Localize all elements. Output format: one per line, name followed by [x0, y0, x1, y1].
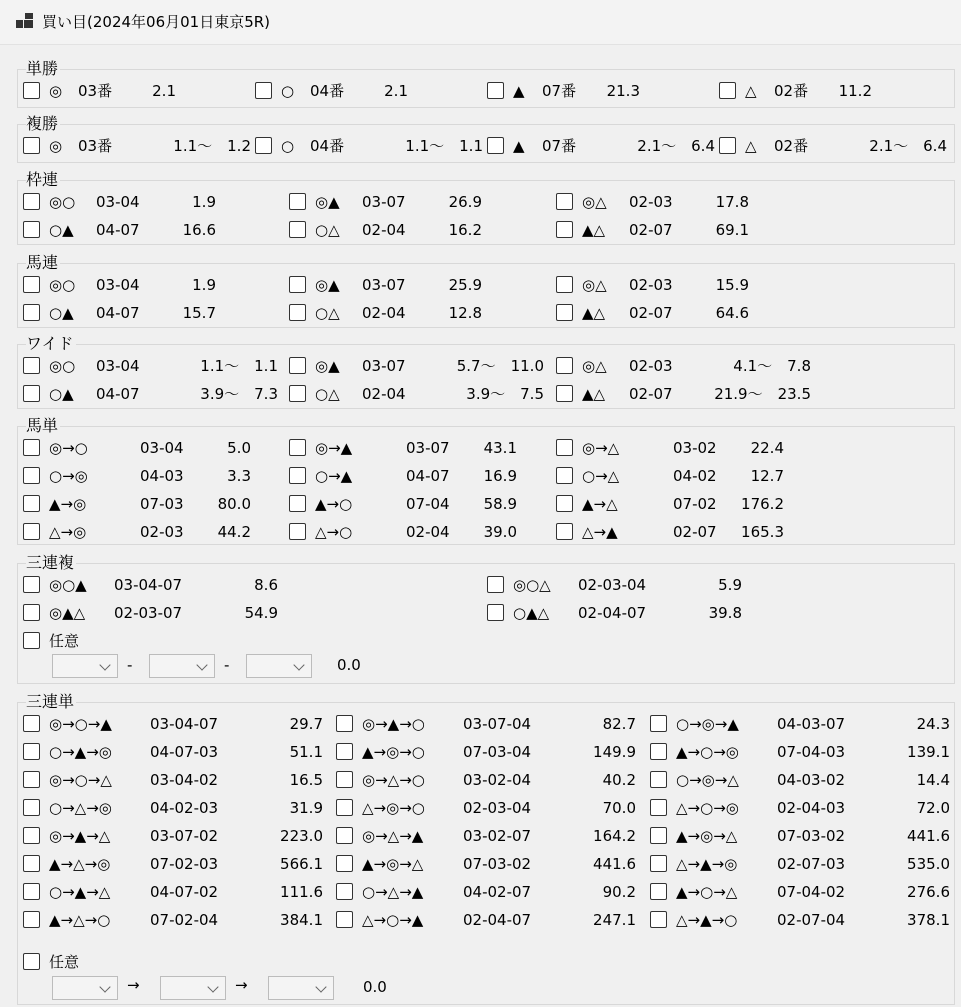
chevron-down-icon — [99, 659, 110, 670]
odds-value: 17.8 — [715, 193, 749, 211]
horse-number: 02-03-04 — [463, 799, 532, 817]
odds-value: 11.2 — [838, 82, 872, 100]
bet-option-sanrenpuku[interactable] — [487, 602, 752, 624]
mark-symbols: △→▲→◎ — [676, 855, 738, 873]
bet-option-sanrentan[interactable] — [336, 909, 646, 931]
odds-value: 16.5 — [289, 771, 323, 789]
bet-option-umatan[interactable] — [23, 493, 261, 515]
mark-symbols: ◎→△→▲ — [362, 827, 424, 845]
chevron-down-icon — [207, 981, 218, 992]
odds-value: 4.1～ 7.8 — [733, 357, 811, 375]
sanrentan-select-1[interactable] — [52, 976, 118, 1000]
bet-option-wide[interactable] — [556, 383, 821, 405]
horse-number: 02-07 — [629, 221, 673, 239]
odds-value: 25.9 — [448, 276, 482, 294]
bet-option-fukusho[interactable] — [255, 135, 493, 157]
mark-symbols: ○→◎→△ — [676, 771, 739, 789]
bet-option-sanrentan[interactable] — [23, 741, 333, 763]
arrow-separator: → — [127, 976, 140, 994]
odds-value: 80.0 — [217, 495, 251, 513]
bet-option-sanrentan[interactable] — [23, 713, 333, 735]
mark-symbols: ○→▲→◎ — [49, 743, 112, 761]
odds-value: 21.3 — [606, 82, 640, 100]
mark-symbols: ○→◎ — [49, 467, 88, 485]
mark-symbols: ○→△→▲ — [362, 883, 424, 901]
group-label-sanrenpuku: 三連複 — [26, 553, 75, 572]
group-label-sanrentan: 三連単 — [26, 692, 75, 711]
mark-symbols: ◎▲ — [315, 276, 340, 294]
horse-number: 04-02-07 — [463, 883, 532, 901]
mark-symbols: ▲ — [513, 137, 525, 155]
mark-symbols: ▲→○→△ — [676, 883, 738, 901]
bet-option-sanrentan[interactable] — [650, 881, 960, 903]
chevron-down-icon — [315, 981, 326, 992]
horse-number: 03-04 — [140, 439, 184, 457]
horse-number: 04-03 — [140, 467, 184, 485]
bet-option-umaren[interactable] — [289, 302, 492, 324]
mark-symbols: ◎▲△ — [49, 604, 86, 622]
mark-symbols: ▲ — [513, 82, 525, 100]
mark-symbols: ◎○ — [49, 193, 76, 211]
horse-number: 07-03 — [140, 495, 184, 513]
horse-number: 03-07-04 — [463, 715, 532, 733]
sanrenpuku-select-3[interactable] — [246, 654, 312, 678]
separator: - — [224, 656, 230, 674]
horse-number: 02-03 — [629, 357, 673, 375]
odds-value: 24.3 — [916, 715, 950, 733]
odds-value: 535.0 — [907, 855, 950, 873]
checkbox[interactable] — [23, 953, 40, 970]
mark-symbols: ▲△ — [582, 221, 606, 239]
mark-symbols: ◎△ — [582, 357, 607, 375]
odds-value: 70.0 — [602, 799, 636, 817]
mark-symbols: ▲→◎→△ — [676, 827, 738, 845]
horse-number: 04-07 — [406, 467, 450, 485]
horse-number: 04-03-07 — [777, 715, 846, 733]
sanrenpuku-custom-odds: 0.0 — [337, 656, 361, 674]
bet-option-wide[interactable] — [289, 355, 554, 377]
bet-option-wakuren[interactable] — [23, 191, 226, 213]
bet-option-umatan[interactable] — [556, 521, 794, 543]
bet-option-sanrentan[interactable] — [650, 853, 960, 875]
odds-value: 3.9～ 7.3 — [200, 385, 278, 403]
odds-value: 176.2 — [741, 495, 784, 513]
bet-option-sanrentan[interactable] — [336, 769, 646, 791]
odds-value: 3.3 — [227, 467, 251, 485]
mark-symbols: ◎→▲ — [315, 439, 353, 457]
horse-number: 02-04 — [406, 523, 450, 541]
bet-option-umatan[interactable] — [289, 465, 527, 487]
sanrenpuku-select-2[interactable] — [149, 654, 215, 678]
odds-value: 3.9～ 7.5 — [466, 385, 544, 403]
mark-symbols: ○▲△ — [513, 604, 550, 622]
horse-number: 07番 — [542, 137, 577, 155]
mark-symbols: ○→◎→▲ — [676, 715, 739, 733]
bet-option-wakuren[interactable] — [556, 219, 759, 241]
mark-symbols: ○ — [281, 82, 295, 100]
mark-symbols: ◎○△ — [513, 576, 551, 594]
horse-number: 03-07 — [362, 193, 406, 211]
bet-option-sanrentan[interactable] — [23, 881, 333, 903]
mark-symbols: ○→△→◎ — [49, 799, 112, 817]
odds-value: 16.6 — [182, 221, 216, 239]
bet-option-wakuren[interactable] — [289, 219, 492, 241]
odds-value: 31.9 — [289, 799, 323, 817]
bet-option-umatan[interactable] — [23, 521, 261, 543]
mark-symbols: △→▲ — [582, 523, 618, 541]
bet-option-sanrentan[interactable] — [336, 853, 646, 875]
mark-symbols: ○▲ — [49, 221, 74, 239]
odds-value: 82.7 — [602, 715, 636, 733]
bet-option-fukusho[interactable] — [719, 135, 957, 157]
mark-symbols: ▲→○→◎ — [676, 743, 739, 761]
odds-value: 72.0 — [916, 799, 950, 817]
odds-value: 64.6 — [715, 304, 749, 322]
sanrentan-select-2[interactable] — [160, 976, 226, 1000]
odds-value: 441.6 — [907, 827, 950, 845]
mark-symbols: △ — [745, 82, 757, 100]
odds-value: 165.3 — [741, 523, 784, 541]
sanrenpuku-custom-option[interactable] — [23, 630, 143, 652]
custom-label: 任意 — [49, 632, 80, 650]
horse-number: 03-02-07 — [463, 827, 532, 845]
bet-option-sanrenpuku[interactable] — [23, 574, 288, 596]
bet-option-umaren[interactable] — [556, 302, 759, 324]
bet-option-sanrentan[interactable] — [23, 853, 333, 875]
mark-symbols: ◎○ — [49, 357, 76, 375]
odds-value: 8.6 — [254, 576, 278, 594]
horse-number: 02番 — [774, 137, 809, 155]
horse-number: 03番 — [78, 82, 113, 100]
sanrenpuku-select-1[interactable] — [52, 654, 118, 678]
separator: - — [127, 656, 133, 674]
bet-option-umatan[interactable] — [289, 493, 527, 515]
mark-symbols: ◎△ — [582, 276, 607, 294]
group-label-wakuren: 枠連 — [26, 170, 59, 189]
odds-value: 384.1 — [280, 911, 323, 929]
horse-number: 03-04-02 — [150, 771, 219, 789]
mark-symbols: ◎→△ — [582, 439, 620, 457]
odds-value: 1.1～ 1.2 — [173, 137, 251, 155]
bet-option-sanrenpuku[interactable] — [23, 602, 288, 624]
sanrentan-select-3[interactable] — [268, 976, 334, 1000]
checkbox[interactable] — [23, 632, 40, 649]
chevron-down-icon — [99, 981, 110, 992]
odds-value: 22.4 — [750, 439, 784, 457]
bet-option-umaren[interactable] — [23, 274, 226, 296]
odds-value: 12.8 — [448, 304, 482, 322]
bet-option-wakuren[interactable] — [556, 191, 759, 213]
horse-number: 07-04-03 — [777, 743, 846, 761]
odds-value: 164.2 — [593, 827, 636, 845]
odds-value: 1.9 — [192, 193, 216, 211]
bet-option-umaren[interactable] — [289, 274, 492, 296]
bet-option-sanrenpuku[interactable] — [487, 574, 752, 596]
mark-symbols: ○△ — [315, 304, 340, 322]
mark-symbols: ◎→○→△ — [49, 771, 112, 789]
odds-value: 54.9 — [244, 604, 278, 622]
chevron-down-icon — [293, 659, 304, 670]
mark-symbols: △→◎→○ — [362, 799, 425, 817]
horse-number: 03-07-02 — [150, 827, 219, 845]
odds-value: 5.7～ 11.0 — [456, 357, 544, 375]
bet-option-umaren[interactable] — [23, 302, 226, 324]
mark-symbols: △ — [745, 137, 757, 155]
horse-number: 03-04 — [96, 276, 140, 294]
odds-value: 2.1～ 6.4 — [869, 137, 947, 155]
title-bar — [0, 0, 961, 45]
horse-number: 03-02-04 — [463, 771, 532, 789]
mark-symbols: ◎○▲ — [49, 576, 87, 594]
mark-symbols: ○ — [281, 137, 295, 155]
mark-symbols: ◎→○ — [49, 439, 88, 457]
bet-option-umaren[interactable] — [556, 274, 759, 296]
odds-value: 2.1～ 6.4 — [637, 137, 715, 155]
mark-symbols: ○→▲ — [315, 467, 353, 485]
horse-number: 04-02-03 — [150, 799, 219, 817]
horse-number: 02-07-04 — [777, 911, 846, 929]
odds-value: 149.9 — [593, 743, 636, 761]
bet-option-sanrentan[interactable] — [23, 797, 333, 819]
bet-option-sanrentan[interactable] — [23, 825, 333, 847]
odds-value: 14.4 — [916, 771, 950, 789]
mark-symbols: ◎▲ — [315, 357, 340, 375]
mark-symbols: △→○ — [315, 523, 353, 541]
horse-number: 02-04 — [362, 304, 406, 322]
group-label-umatan: 馬単 — [26, 416, 59, 435]
bet-option-tansho[interactable] — [255, 80, 418, 102]
horse-number: 03-07 — [406, 439, 450, 457]
horse-number: 02-03-07 — [114, 604, 183, 622]
horse-number: 07-03-02 — [463, 855, 532, 873]
horse-number: 07-03-02 — [777, 827, 846, 845]
odds-value: 58.9 — [483, 495, 517, 513]
horse-number: 07-04-02 — [777, 883, 846, 901]
horse-number: 07-04 — [406, 495, 450, 513]
mark-symbols: ▲→△→◎ — [49, 855, 111, 873]
mark-symbols: ▲→◎→△ — [362, 855, 424, 873]
horse-number: 02-04 — [362, 385, 406, 403]
group-label-fukusho: 複勝 — [26, 114, 59, 133]
mark-symbols: ◎△ — [582, 193, 607, 211]
horse-number: 07番 — [542, 82, 577, 100]
odds-value: 16.9 — [483, 467, 517, 485]
odds-value: 90.2 — [602, 883, 636, 901]
bet-option-umatan[interactable] — [289, 521, 527, 543]
bet-option-wide[interactable] — [289, 383, 554, 405]
horse-number: 03-04-07 — [150, 715, 219, 733]
app-icon — [16, 13, 34, 29]
bet-option-sanrentan[interactable] — [650, 797, 960, 819]
bet-option-wakuren[interactable] — [23, 219, 226, 241]
horse-number: 02-03 — [629, 193, 673, 211]
group-label-umaren: 馬連 — [26, 253, 59, 272]
horse-number: 03-04-07 — [114, 576, 183, 594]
horse-number: 02-04-07 — [463, 911, 532, 929]
mark-symbols: ▲△ — [582, 385, 606, 403]
arrow-separator: → — [235, 976, 248, 994]
horse-number: 07-02-03 — [150, 855, 219, 873]
bet-option-sanrentan[interactable] — [336, 741, 646, 763]
odds-value: 39.0 — [483, 523, 517, 541]
mark-symbols: ▲→△→○ — [49, 911, 111, 929]
horse-number: 04-07-03 — [150, 743, 219, 761]
bet-option-sanrentan[interactable] — [650, 741, 960, 763]
odds-value: 2.1 — [152, 82, 176, 100]
odds-value: 51.1 — [289, 743, 323, 761]
mark-symbols: ◎→○→▲ — [49, 715, 112, 733]
group-label-wide: ワイド — [26, 334, 74, 353]
custom-label: 任意 — [49, 953, 80, 971]
mark-symbols: ▲→○ — [315, 495, 353, 513]
horse-number: 07-03-04 — [463, 743, 532, 761]
horse-number: 03-07 — [362, 276, 406, 294]
mark-symbols: ◎→▲→○ — [362, 715, 425, 733]
mark-symbols: ○→▲→△ — [49, 883, 111, 901]
odds-value: 1.1～ 1.1 — [200, 357, 278, 375]
mark-symbols: ▲→◎→○ — [362, 743, 425, 761]
bet-option-umatan[interactable] — [23, 465, 261, 487]
mark-symbols: ○△ — [315, 221, 340, 239]
bet-option-sanrentan[interactable] — [23, 909, 333, 931]
bet-option-wide[interactable] — [556, 355, 821, 377]
mark-symbols: ○▲ — [49, 385, 74, 403]
bet-option-umatan[interactable] — [289, 437, 527, 459]
odds-value: 139.1 — [907, 743, 950, 761]
mark-symbols: ◎ — [49, 137, 63, 155]
bet-option-sanrentan[interactable] — [650, 713, 960, 735]
bet-option-sanrentan[interactable] — [336, 797, 646, 819]
chevron-down-icon — [196, 659, 207, 670]
mark-symbols: △→○→▲ — [362, 911, 424, 929]
window-title: 買い目(2024年06月01日東京5R) — [42, 13, 271, 31]
odds-value: 16.2 — [448, 221, 482, 239]
horse-number: 07-02-04 — [150, 911, 219, 929]
bet-option-fukusho[interactable] — [487, 135, 725, 157]
horse-number: 02-03-04 — [578, 576, 647, 594]
mark-symbols: ◎ — [49, 82, 63, 100]
horse-number: 02-04 — [362, 221, 406, 239]
mark-symbols: △→○→◎ — [676, 799, 739, 817]
bet-option-wide[interactable] — [23, 383, 288, 405]
horse-number: 03-04 — [96, 357, 140, 375]
horse-number: 03-07 — [362, 357, 406, 375]
horse-number: 02-07 — [629, 304, 673, 322]
odds-value: 5.9 — [718, 576, 742, 594]
odds-value: 223.0 — [280, 827, 323, 845]
mark-symbols: ○△ — [315, 385, 340, 403]
horse-number: 04番 — [310, 137, 345, 155]
odds-value: 566.1 — [280, 855, 323, 873]
horse-number: 03-02 — [673, 439, 717, 457]
bet-option-tansho[interactable] — [23, 80, 186, 102]
mark-symbols: ◎→▲→△ — [49, 827, 111, 845]
mark-symbols: ▲→◎ — [49, 495, 87, 513]
horse-number: 04-07 — [96, 221, 140, 239]
mark-symbols: ▲△ — [582, 304, 606, 322]
odds-value: 1.1～ 1.1 — [405, 137, 483, 155]
mark-symbols: ◎○ — [49, 276, 76, 294]
odds-value: 15.7 — [182, 304, 216, 322]
bet-option-sanrentan[interactable] — [650, 769, 960, 791]
odds-value: 29.7 — [289, 715, 323, 733]
bet-option-umatan[interactable] — [23, 437, 261, 459]
horse-number: 07-02 — [673, 495, 717, 513]
horse-number: 04-07 — [96, 304, 140, 322]
horse-number: 04番 — [310, 82, 345, 100]
horse-number: 04-03-02 — [777, 771, 846, 789]
bet-option-umatan[interactable] — [556, 493, 794, 515]
odds-value: 21.9～ 23.5 — [714, 385, 811, 403]
horse-number: 03番 — [78, 137, 113, 155]
bet-option-sanrentan[interactable] — [650, 825, 960, 847]
odds-value: 111.6 — [280, 883, 323, 901]
bet-option-fukusho[interactable] — [23, 135, 261, 157]
odds-value: 26.9 — [448, 193, 482, 211]
mark-symbols: ▲→△ — [582, 495, 618, 513]
bet-option-umatan[interactable] — [556, 437, 794, 459]
horse-number: 02番 — [774, 82, 809, 100]
bet-option-sanrentan[interactable] — [23, 769, 333, 791]
mark-symbols: ○→△ — [582, 467, 620, 485]
odds-value: 1.9 — [192, 276, 216, 294]
mark-symbols: △→◎ — [49, 523, 87, 541]
bet-option-umatan[interactable] — [556, 465, 794, 487]
mark-symbols: ◎→△→○ — [362, 771, 425, 789]
bet-option-wide[interactable] — [23, 355, 288, 377]
horse-number: 02-03 — [629, 276, 673, 294]
odds-value: 247.1 — [593, 911, 636, 929]
group-label-tansho: 単勝 — [26, 59, 59, 78]
odds-value: 5.0 — [227, 439, 251, 457]
odds-value: 12.7 — [750, 467, 784, 485]
bet-option-sanrentan[interactable] — [336, 881, 646, 903]
odds-value: 2.1 — [384, 82, 408, 100]
sanrentan-custom-odds: 0.0 — [363, 978, 387, 996]
sanrentan-custom-option[interactable] — [23, 951, 143, 973]
odds-value: 378.1 — [907, 911, 950, 929]
horse-number: 04-02 — [673, 467, 717, 485]
horse-number: 02-07 — [629, 385, 673, 403]
odds-value: 276.6 — [907, 883, 950, 901]
bet-option-tansho[interactable] — [487, 80, 650, 102]
horse-number: 02-07 — [673, 523, 717, 541]
bet-option-wakuren[interactable] — [289, 191, 492, 213]
odds-value: 40.2 — [602, 771, 636, 789]
horse-number: 04-07 — [96, 385, 140, 403]
odds-value: 15.9 — [715, 276, 749, 294]
bet-option-sanrentan[interactable] — [650, 909, 960, 931]
mark-symbols: ○▲ — [49, 304, 74, 322]
bet-option-sanrentan[interactable] — [336, 713, 646, 735]
odds-value: 43.1 — [483, 439, 517, 457]
horse-number: 02-07-03 — [777, 855, 846, 873]
horse-number: 02-04-03 — [777, 799, 846, 817]
odds-value: 69.1 — [715, 221, 749, 239]
bet-option-tansho[interactable] — [719, 80, 882, 102]
horse-number: 03-04 — [96, 193, 140, 211]
odds-value: 441.6 — [593, 855, 636, 873]
mark-symbols: ◎▲ — [315, 193, 340, 211]
horse-number: 02-04-07 — [578, 604, 647, 622]
odds-value: 39.8 — [708, 604, 742, 622]
odds-value: 44.2 — [217, 523, 251, 541]
horse-number: 04-07-02 — [150, 883, 219, 901]
horse-number: 02-03 — [140, 523, 184, 541]
mark-symbols: △→▲→○ — [676, 911, 738, 929]
bet-option-sanrentan[interactable] — [336, 825, 646, 847]
